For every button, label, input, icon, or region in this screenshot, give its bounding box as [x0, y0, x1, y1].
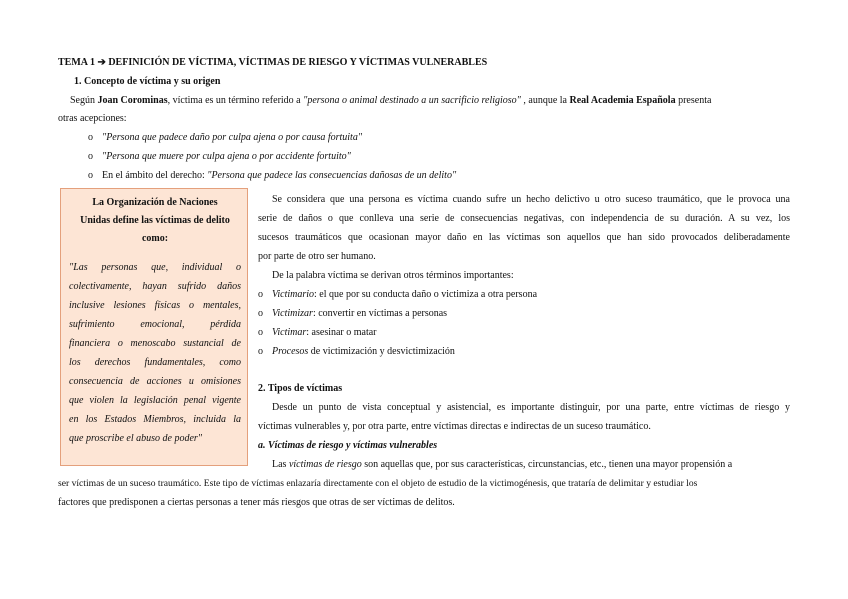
box-quote-line: que violen la legislación penal vigente — [69, 395, 241, 406]
term-item — [258, 326, 377, 340]
text-run: , víctima es un término referido a — [167, 95, 304, 106]
right-paragraph-line: serie de daños o que conlleva una serie de consecuencias negativas, con independencia de su duración. A su vez, los — [258, 213, 790, 224]
text-run: presenta — [675, 95, 712, 106]
section-2-paragraph-line: víctimas vulnerables y, por otra parte, entre víctimas directas e indirectas de un suceso traumático. — [258, 421, 651, 432]
bullet-text: "Persona que padece daño por culpa ajena o por causa fortuita" — [102, 132, 363, 143]
section-2-paragraph-2-line-3: factores que predisponen a ciertas personas a tener más riesgos que otras de ser víctimas de delitos. — [58, 497, 455, 508]
box-title-line: como: — [141, 233, 169, 244]
institution-name: Real Academia Española — [569, 95, 676, 106]
section-2-paragraph-2-line-1 — [272, 458, 732, 472]
term-name: víctimas de riesgo — [288, 459, 362, 470]
term-item — [258, 307, 447, 321]
term-definition: : convertir en víctimas a personas — [312, 308, 448, 319]
section-2-paragraph-2-line-2: ser víctimas de un suceso traumático. Este tipo de víctimas enlazaría directamente con el objeto de estudio de la victimogénesis, que trataría de delimitar y estudiar los — [58, 478, 698, 489]
term-definition: : el que por su conducta daño o victimiza a otra persona — [314, 289, 538, 300]
text-run: , aunque la — [520, 95, 570, 106]
bullet-marker: o — [88, 151, 93, 162]
bullet-text: "Persona que padece las consecuencias dañosas de un delito" — [207, 170, 457, 181]
bullet-item-3 — [88, 169, 456, 183]
box-quote-line: los derechos fundamentales, como — [69, 357, 241, 368]
box-title-line: Unidas define las víctimas de delito — [80, 215, 230, 226]
bullet-marker: o — [258, 327, 263, 338]
term-name: Victimar — [272, 327, 307, 338]
term-item — [258, 288, 537, 302]
term-definition: : asesinar o matar — [306, 327, 377, 338]
term-item — [258, 345, 455, 359]
bullet-marker: o — [258, 346, 263, 357]
author-name: Joan Corominas — [97, 95, 168, 106]
definition-quote: "persona o animal destinado a un sacrificio religioso" — [303, 95, 521, 106]
box-title-line: La Organización de Naciones — [92, 197, 218, 208]
bullet-item-1 — [88, 131, 362, 145]
box-quote-line: sufrimiento emocional, pérdida — [69, 319, 241, 330]
text-run: Las — [272, 459, 289, 470]
bullet-item-2 — [88, 150, 351, 164]
right-paragraph-line: sucesos traumáticos que ocasionan mayor daño en las víctimas son aquellos que han sido provocados deliberadamente — [258, 232, 790, 243]
un-definition-box — [60, 188, 248, 466]
box-quote-line: consecuencia de acciones u omisiones — [69, 376, 241, 387]
section-1-title: 1. Concepto de víctima y su origen — [74, 76, 221, 87]
box-quote-line: financiera o menoscabo sustancial de — [69, 338, 241, 349]
box-quote-line: que proscribe el abuso de poder" — [69, 433, 202, 444]
bullet-marker: o — [88, 132, 93, 143]
box-quote-line: en los Estados Miembros, incluida la — [69, 414, 241, 425]
term-definition: de victimización y desvictimización — [308, 346, 455, 357]
box-quote-line: colectivamente, hayan sufrido daños — [69, 281, 241, 292]
box-quote-line: "Las personas que, individual o — [69, 262, 241, 273]
term-name: Victimizar — [272, 308, 313, 319]
section-1-paragraph-line-1 — [70, 94, 790, 108]
bullet-marker: o — [88, 170, 93, 181]
right-paragraph-line: Se considera que una persona es víctima cuando sufre un hecho delictivo u otro suceso traumático, que le provoca una — [272, 194, 790, 205]
bullet-text: "Persona que muere por culpa ajena o por accidente fortuito" — [102, 151, 351, 162]
section-2-paragraph-line: Desde un punto de vista conceptual y asistencial, es importante distinguir, por una parte, entre víctimas de riesgo y — [272, 402, 790, 413]
bullet-marker: o — [258, 308, 263, 319]
terms-intro: De la palabra víctima se derivan otros términos importantes: — [272, 270, 514, 281]
bullet-marker: o — [258, 289, 263, 300]
term-name: Victimario — [272, 289, 315, 300]
term-name: Procesos — [272, 346, 309, 357]
bullet-prefix: En el ámbito del derecho: — [102, 170, 208, 181]
right-paragraph-line: por parte de otro ser humano. — [258, 251, 376, 262]
page-heading: TEMA 1 ➔ DEFINICIÓN DE VÍCTIMA, VÍCTIMAS DE RIESGO Y VÍCTIMAS VULNERABLES — [58, 57, 488, 68]
section-2-title: 2. Tipos de víctimas — [258, 383, 343, 394]
section-1-paragraph-line-2: otras acepciones: — [58, 113, 127, 124]
subsection-a-title: a. Víctimas de riesgo y víctimas vulnerables — [258, 440, 438, 451]
text-run: son aquellas que, por sus características, circunstancias, etc., tienen una mayor propensión a — [361, 459, 733, 470]
text-run: Según — [70, 95, 98, 106]
box-quote-line: inclusive lesiones físicas o mentales, — [69, 300, 241, 311]
